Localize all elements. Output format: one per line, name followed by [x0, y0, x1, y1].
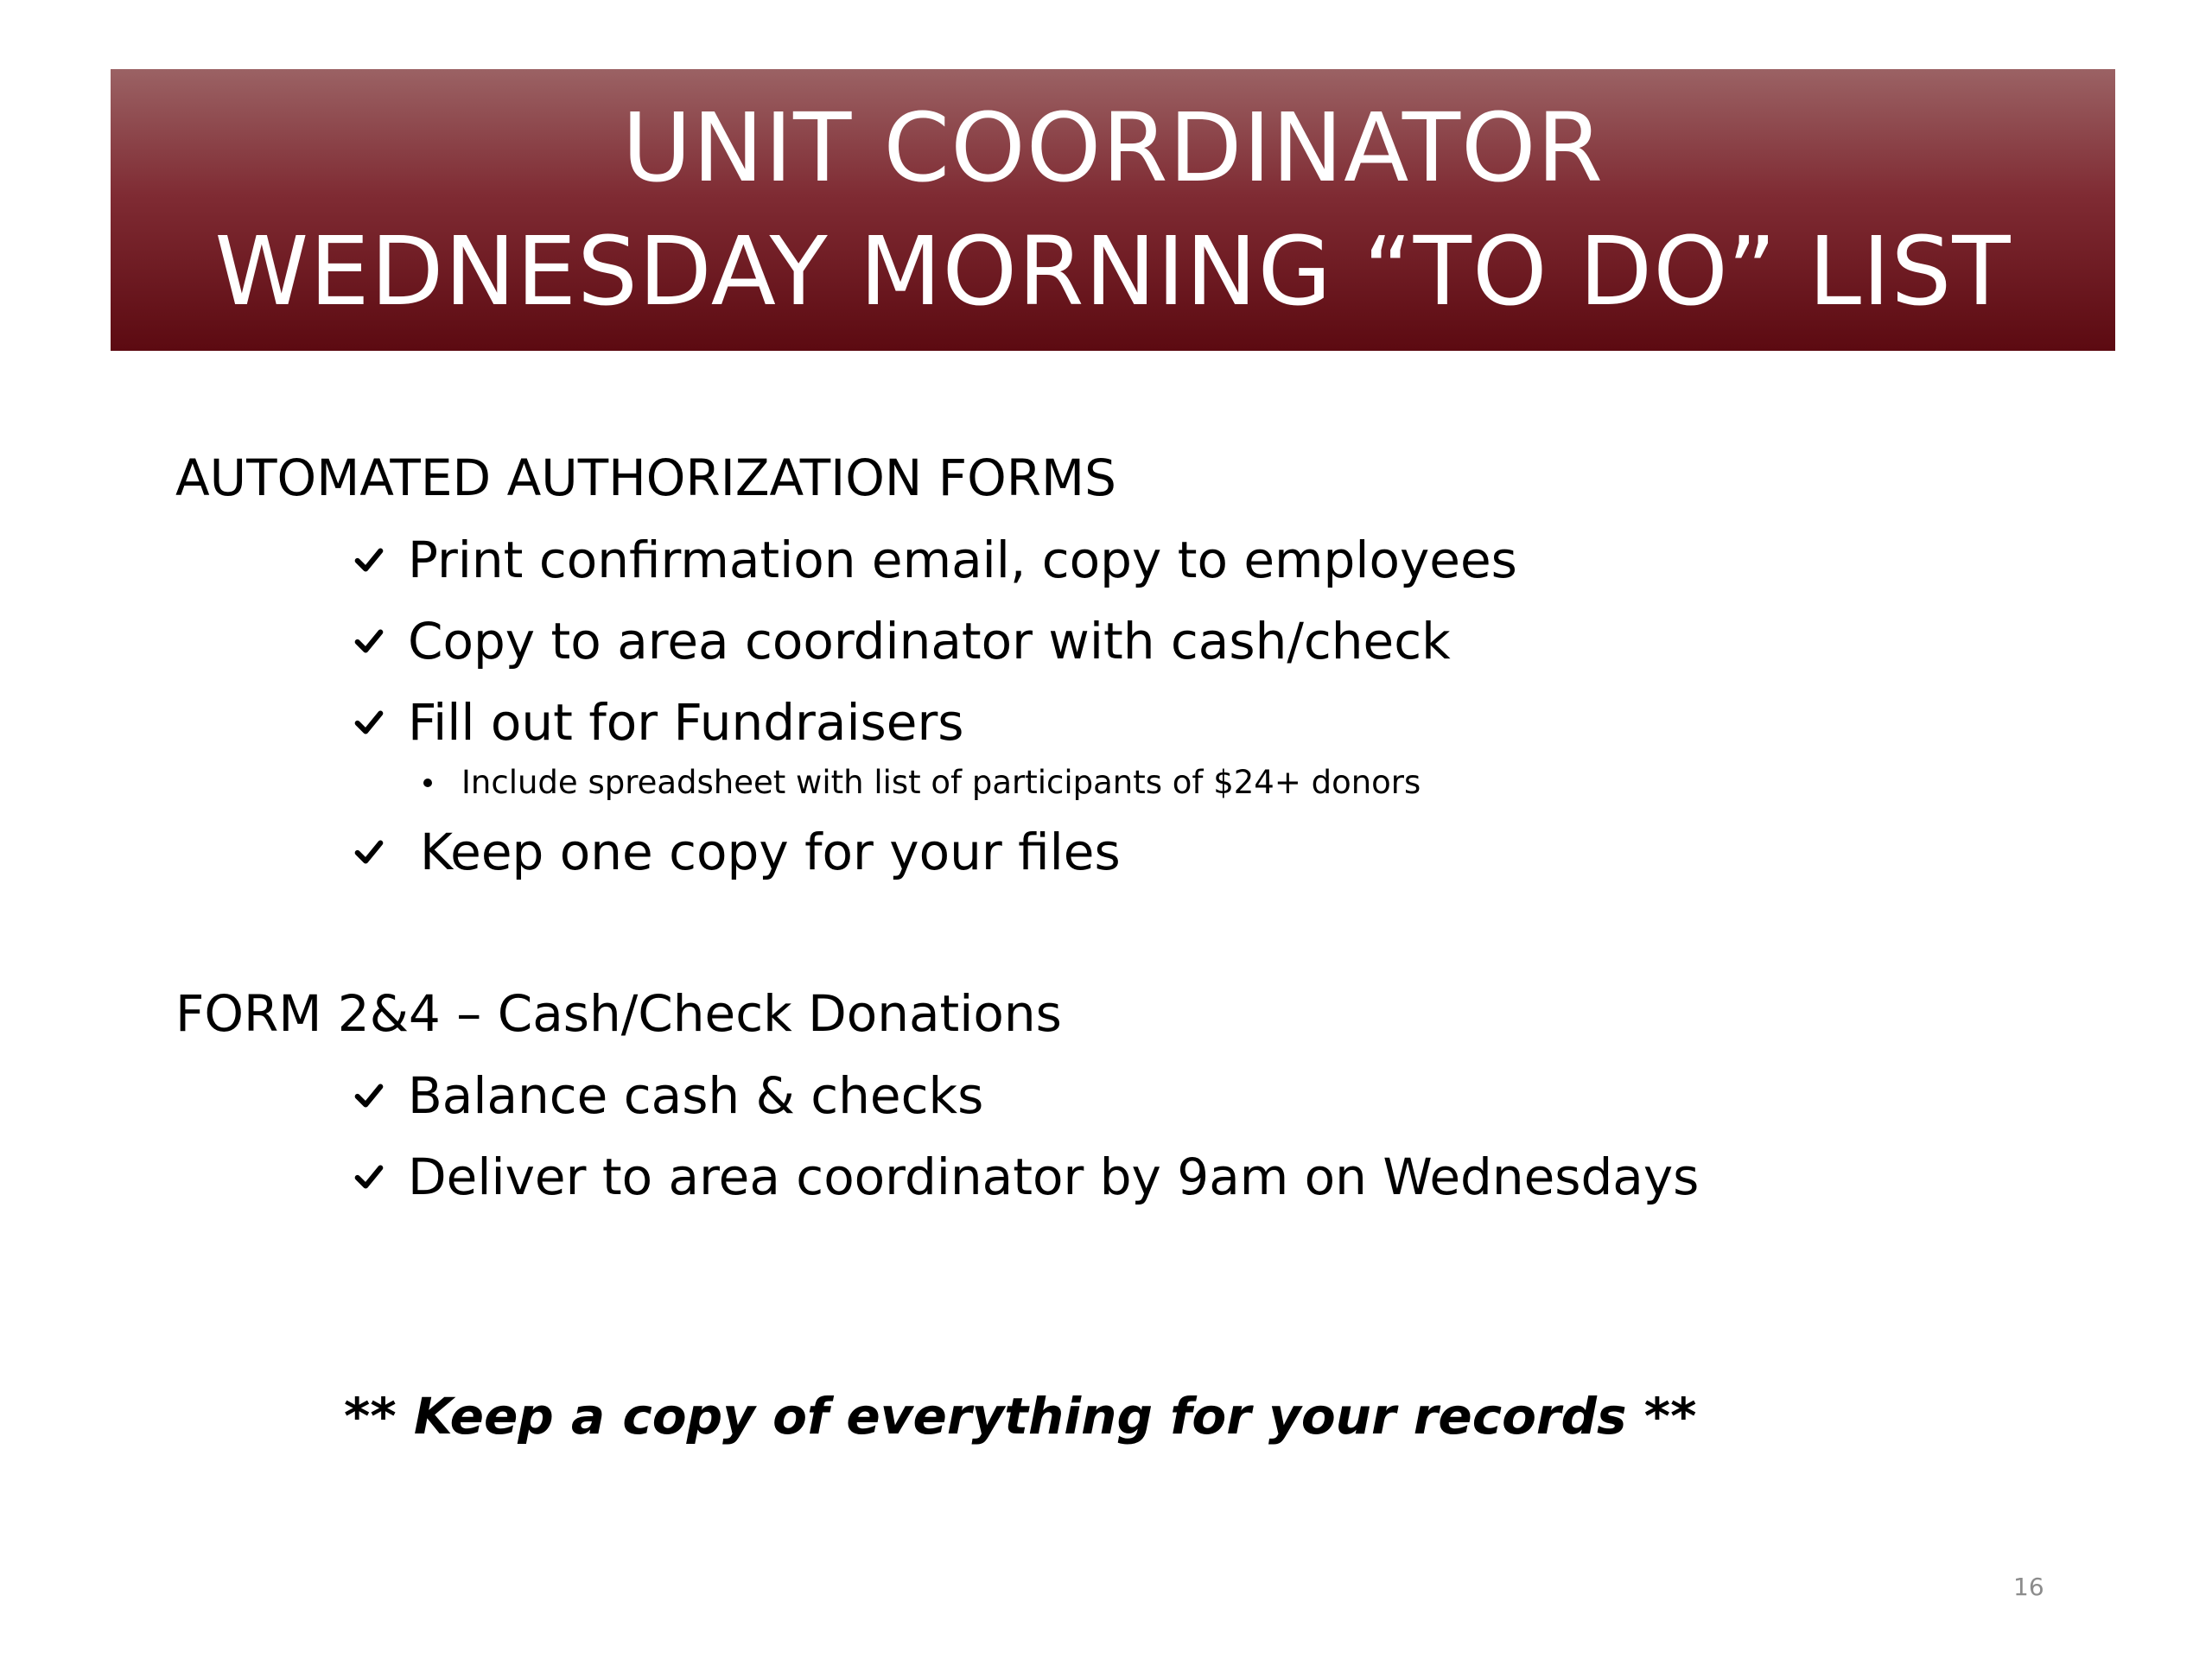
- checklist-item-label: Deliver to area coordinator by 9am on Wednesdays: [408, 1147, 1700, 1206]
- section-heading-form-2-4: FORM 2&4 – Cash/Check Donations: [175, 984, 1062, 1043]
- check-mark-icon: [353, 543, 385, 576]
- checklist-item: [353, 530, 1517, 590]
- checklist-item-label: Balance cash & checks: [408, 1066, 984, 1125]
- checklist-item: [353, 822, 1121, 882]
- checklist-item-label: Fill out for Fundraisers: [408, 693, 964, 752]
- checklist-item: [353, 692, 964, 753]
- check-mark-icon: [353, 625, 385, 658]
- check-mark-icon: [353, 836, 385, 868]
- title-banner: [111, 69, 2115, 351]
- checklist-item-label: Print confirmation email, copy to employees: [408, 531, 1517, 589]
- page-number: 16: [2013, 1573, 2044, 1601]
- checklist-item-label: Keep one copy for your files: [420, 823, 1121, 881]
- sub-bullet-item: [423, 763, 1421, 803]
- checklist-item: [353, 1147, 1699, 1207]
- footer-note: ** Keep a copy of everything for your records **: [344, 1387, 1697, 1446]
- sub-bullet-label: Include spreadsheet with list of participants of $24+ donors: [461, 764, 1421, 801]
- title-line-1: UNIT COORDINATOR: [621, 92, 1605, 203]
- check-mark-icon: [353, 1079, 385, 1112]
- check-mark-icon: [353, 1160, 385, 1193]
- checklist-item: [353, 611, 1451, 671]
- check-mark-icon: [353, 706, 385, 739]
- checklist-item-label: Copy to area coordinator with cash/check: [408, 612, 1451, 671]
- title-line-2: WEDNESDAY MORNING “TO DO” LIST: [214, 216, 2012, 327]
- section-heading-automated-forms: AUTOMATED AUTHORIZATION FORMS: [175, 448, 1116, 507]
- checklist-item: [353, 1065, 983, 1126]
- bullet-dot-icon: [423, 779, 432, 787]
